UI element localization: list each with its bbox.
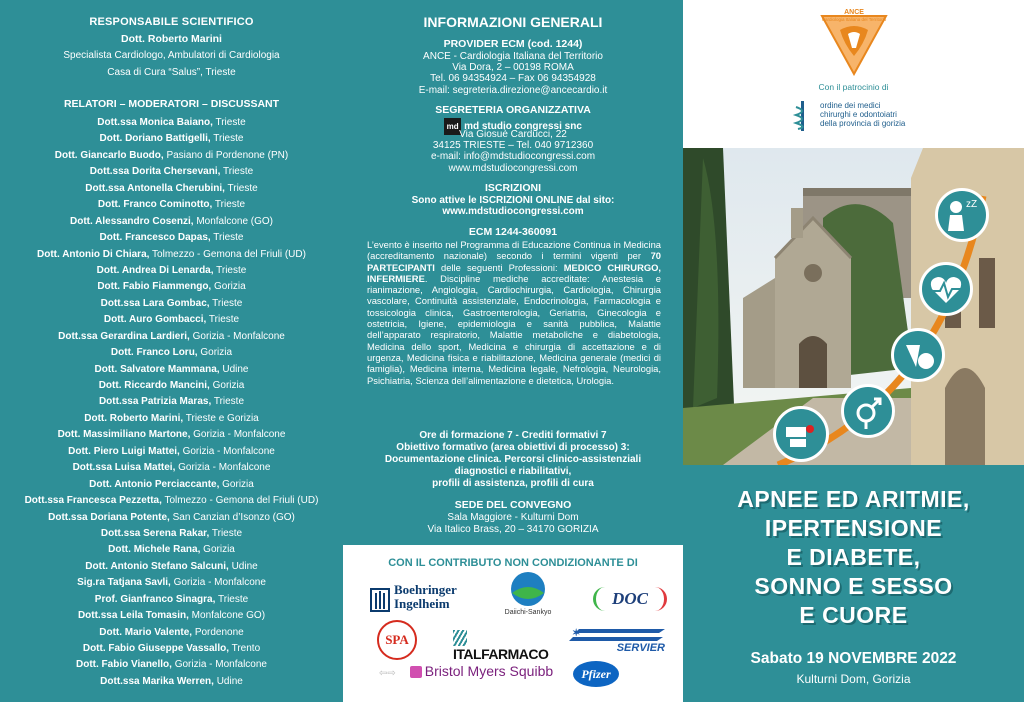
omceo-line: chirurghi e odontoiatri [820,110,897,119]
cover-header [683,0,1024,148]
ore-line: Documentazione clinica. Percorsi clinico-assistenziali [384,454,642,465]
speaker-item [0,460,343,476]
provider-line: Tel. 06 94354924 – Fax 06 94354928 [430,73,596,84]
ore-line: diagnostici e riabilitativi, [454,466,572,477]
ecm-intro-text: L’evento è inserito nel Programma di Educazione Continua in Medicina (accreditamento nazionale) secondo i termini vigenti per [367,239,661,262]
resp-line-1: Specialista Cardiologo, Ambulatori di Cardiologia [63,50,280,61]
speaker-name: Dott. Fabio Fiammengo, [97,281,212,293]
speaker-place: Gorizia [222,478,254,490]
speaker-name: Dott. Andrea Di Lenarda, [96,264,214,276]
speakers-panel [0,0,343,702]
md-logo: md [444,118,461,135]
speaker-name: Dott. Salvatore Mammana, [94,363,220,375]
speaker-name: Dott.ssa Serena Rakar, [100,527,210,539]
speaker-item [0,263,343,279]
iscrizioni-heading: ISCRIZIONI [484,182,541,194]
info-heading: INFORMAZIONI GENERALI [423,14,603,30]
speaker-place: Tolmezzo - Gemona del Friuli (UD) [152,248,306,260]
speaker-item [0,493,343,509]
relatori-heading: RELATORI – MODERATORI – DISCUSSANT [63,98,280,110]
speaker-item [0,329,343,345]
pfizer-logo: Pfizer [573,661,619,687]
segreteria-line: 34125 TRIESTE – Tel. 040 9712360 [432,140,594,151]
event-venue: Kulturni Dom, Gorizia [796,672,911,686]
speaker-item [0,345,343,361]
speaker-name: Dott. Michele Rana, [108,544,201,556]
ecm-intro-text-2: delle seguenti Professioni: [441,261,558,273]
resp-name: Dott. Roberto Marini [121,33,222,45]
event-date: Sabato 19 NOVEMBRE 2022 [750,650,957,667]
speaker-place: Trieste [208,314,240,326]
speaker-place: Udine [231,560,258,572]
ore-line: Obiettivo formativo (area obiettivi di processo) 3: [396,442,630,453]
speaker-place: Monfalcone GO) [191,610,266,622]
servier-logo [569,625,669,655]
omceo-line: della provincia di gorizia [820,119,906,128]
title-line: E CUORE [799,602,908,628]
bms-icon [410,666,422,678]
speaker-place: Gorizia [203,544,235,556]
speaker-name: Dott.ssa Patrizia Maras, [98,396,212,408]
speaker-name: Dott. Riccardo Mancini, [98,380,210,391]
speaker-place: Trieste [215,117,246,128]
provider-line: E-mail: segreteria.direzione@ancecardio.it [418,85,608,96]
segreteria-line: Via Giosuè Carducci, 22 [459,129,567,140]
speaker-item [0,510,343,526]
speaker-item [0,575,343,591]
ance-logo [818,8,890,76]
speaker-name: Dott.ssa Francesca Pezzetta, [24,495,162,507]
speaker-place: Trieste [216,264,247,276]
ore-line: Ore di formazione 7 - Crediti formativi 7 [419,430,607,441]
italfarmaco-logo [453,629,563,663]
speaker-item [0,394,343,410]
speaker-name: Dott.ssa Doriana Potente, [48,511,170,523]
speaker-name: Dott. Fabio Giuseppe Vassallo, [82,643,229,654]
speaker-place: Trieste [213,396,245,408]
ance-name: ANCE [844,9,864,16]
segreteria-line: e-mail: info@mdstudiocongressi.com [430,151,596,162]
speaker-place: Trieste [211,527,243,539]
boehringer-logo [369,581,469,615]
speaker-item [0,115,343,131]
speaker-place: Trieste e Gorizia [185,412,259,424]
speaker-name: Dott. Franco Cominotto, [97,199,213,211]
boehringer-name-2: Ingelheim [394,596,450,611]
speaker-item [0,608,343,624]
healthy-food-icon [891,328,945,382]
speaker-item [0,131,343,147]
servier-name: SERVIER [616,642,665,654]
ance-subtitle: Cardiologia Italiana del Territorio [821,17,887,22]
speaker-name: Dott.ssa Lara Gombac, [100,297,210,309]
speaker-item [0,592,343,608]
boehringer-name-1: Boehringer [394,582,457,597]
speaker-item [0,657,343,673]
speaker-place: Pasiano di Pordenone (PN) [166,149,289,161]
speaker-name: Sig.ra Tatjana Savli, [77,577,171,589]
omceo-text [820,101,905,128]
speaker-place: Trieste [218,593,249,605]
ecm-partecipanti: 70 PARTECIPANTI [367,250,661,273]
speaker-name: Dott. Franco Loru, [110,347,198,359]
speaker-name: Dott. Alessandro Cosenzi, [69,215,194,227]
title-line: APNEE ED ARITMIE, [737,486,970,512]
sede-line: Sala Maggiore - Kulturni Dom [447,512,579,523]
speaker-name: Dott. Doriano Battigelli, [99,133,211,145]
speaker-name: Dott.ssa Marika Werren, [100,675,214,687]
speaker-item [0,444,343,460]
title-line: SONNO E SESSO [754,573,953,599]
speaker-place: Gorizia - Monfalcone [192,330,285,342]
svg-text:zZ: zZ [966,199,978,210]
ecm-professioni: MEDICO CHIRURGO, INFERMIERE [367,261,662,284]
patrocinio-text: Con il patrocinio di [818,82,889,92]
speaker-item [0,312,343,328]
sponsor-heading: CON IL CONTRIBUTO NON CONDIZIONANTE DI [388,557,638,569]
provider-line: ANCE - Cardiologia Italiana del Territorio [423,51,603,62]
speaker-place: Trieste [213,232,244,244]
speaker-item [0,674,343,690]
speaker-item [0,296,343,312]
sede-heading: SEDE DEL CONVEGNO [454,499,572,511]
gender-icon [841,384,895,438]
speaker-item [0,214,343,230]
omceo-line: ordine dei medici [820,101,881,110]
cover-panel [683,0,1024,702]
speaker-place: Trieste [213,133,244,145]
italfarmaco-icon [453,630,467,646]
speaker-item [0,542,343,558]
speaker-item [0,362,343,378]
speaker-place: Udine [222,363,249,375]
spa-logo: SPA [377,620,417,660]
provider-heading: PROVIDER ECM (cod. 1244) [443,38,583,50]
speaker-name: Dott. Antonio Di Chiara, [37,248,150,260]
resp-line-2: Casa di Cura “Salus”, Trieste [107,67,236,78]
info-panel [343,0,683,702]
speaker-item [0,378,343,394]
speaker-place: San Canzian d’Isonzo (GO) [172,511,295,523]
speaker-place: Trieste [212,297,243,309]
ecm-heading: ECM 1244-360091 [468,226,558,238]
blood-glucose-icon [773,406,829,462]
speaker-place: Udine [216,675,243,687]
bms-name: Bristol Myers Squibb [424,663,554,679]
speaker-place: Gorizia [200,347,233,359]
doc-logo: DOC [593,587,667,611]
svg-text:✶: ✶ [572,628,581,639]
speaker-place: Gorizia - Monfalcone [173,577,266,589]
ecm-discipline: Discipline mediche accreditate: Anestesia e rianimazione, Angiologia, Cardiochirurgia, Cardiologia, Chirurgia vascolare, Continuità assistenziale, Endocrinologia, Farmacologia e tossicologia clinica, Gastroenterologia, Geriatria, Ginecologia e ostetricia, Igiene, epidemiologia e sanità pubblica, Malattie dell’apparato respiratorio, Malattie metaboliche e diabetologia, Medicina dello sport, Medicina e chirurgia di accettazione e di urgenza, Medicina fisica e riabilitazione, Medicina generale (medici di famiglia), Medicina interna, Medicina legale, Nefrologia, Neurologia, Psichiatria, Scienza dell’alimentazione e dietetica, Urologia. [367,272,661,386]
speaker-item [0,197,343,213]
speaker-place: Trieste [223,166,254,178]
speaker-place: Gorizia - Monfalcone [182,445,275,457]
speaker-item [0,279,343,295]
speaker-place: Gorizia - Monfalcone [178,462,271,474]
omceo-logo [790,99,918,133]
speaker-name: Dott.ssa Monica Baiano, [97,117,213,128]
speaker-name: Dott. Fabio Vianello, [76,659,172,671]
speaker-name: Dott. Antonio Perciaccante, [89,478,220,490]
segreteria-company: md studio congressi snc [464,121,582,133]
sponsor-box [343,545,683,702]
daiichi-logo [493,571,563,621]
speaker-place: Gorizia - Monfalcone [193,429,286,441]
speaker-place: Gorizia [212,380,245,391]
resp-heading: RESPONSABILE SCIENTIFICO [89,16,254,28]
speaker-item [0,411,343,427]
title-line: E DIABETE, [786,544,921,570]
sleep-icon [935,188,989,242]
speaker-item [0,148,343,164]
provider-line: Via Dora, 2 – 00198 ROMA [452,62,574,73]
speaker-name: Dott. Piero Luigi Mattei, [68,445,180,457]
speaker-name: Dott. Mario Valente, [99,626,193,638]
bms-logo [379,663,569,685]
daiichi-name: Daiichi-Sankyo [504,609,552,616]
church-photo [683,148,1024,465]
speaker-item [0,181,343,197]
speaker-name: Dott.ssa Dorita Chersevani, [89,166,221,178]
heart-rate-icon [919,262,973,316]
speaker-place: Monfalcone (GO) [196,215,274,227]
speaker-item [0,164,343,180]
segreteria-line: www.mdstudiocongressi.com [448,163,578,174]
speaker-item [0,427,343,443]
omceo-icon [790,99,816,133]
speaker-item [0,625,343,641]
speaker-place: Tolmezzo - Gemona del Friuli (UD) [164,495,319,507]
speaker-item [0,247,343,263]
title-line: IPERTENSIONE [764,515,943,541]
speaker-name: Dott. Massimiliano Martone, [57,429,191,441]
daiichi-icon [508,571,548,607]
bms-mark-icon: ⇦⇨ [379,668,396,679]
sede-line: Via Italico Brass, 20 – 34170 GORIZIA [427,524,599,535]
speaker-name: Dott.ssa Gerardina Lardieri, [58,330,190,342]
speaker-item [0,230,343,246]
speaker-place: Trento [231,643,261,654]
speaker-item [0,641,343,657]
speaker-name: Dott. Auro Gombacci, [103,314,207,326]
speaker-name: Dott. Antonio Stefano Salcuni, [85,560,229,572]
iscrizioni-line: Sono attive le ISCRIZIONI ONLINE dal sito: [411,195,615,206]
speaker-item [0,477,343,493]
ore-line: profili di assistenza, profili di cura [432,478,594,489]
speakers-list [0,115,343,690]
iscrizioni-link[interactable]: www.mdstudiocongressi.com [442,206,584,217]
speaker-place: Pordenone [194,626,244,638]
italfarmaco-name: ITALFARMACO [453,646,549,663]
speaker-name: Prof. Gianfranco Sinagra, [94,593,216,605]
segreteria-heading: SEGRETERIA ORGANIZZATIVA [435,104,591,116]
speaker-item [0,526,343,542]
ecm-intro: L’evento è inserito nel Programma di Educazione Continua in Medicina (accreditamento nazionale) secondo i termini vigenti per 70 PARTECIPANTI delle seguenti Professioni: MEDICO CHIRURGO, INFERMIERE. Discipline mediche accreditate: Anestesia e rianimazione, Angiologia, Cardiochirurgia, Cardiologia, Chirurgia vascolare, Continuità assistenziale, Endocrinologia, Farmacologia e tossicologia clinica, Gastroenterologia, Geriatria, Ginecologia e ostetricia, Igiene, epidemiologia e sanità pubblica, Malattie dell’apparato respiratorio, Malattie metaboliche e diabetologia, Medicina dello sport, Medicina e chirurgia di accettazione e di urgenza, Medicina fisica e riabilitazione, Medicina generale (medici di famiglia), Medicina interna, Medicina legale, Nefrologia, Neurologia, Psichiatria, Scienza dell’alimentazione e dietetica, Urologia. [367,239,662,386]
speaker-place: Trieste [214,199,246,211]
speaker-name: Dott.ssa Antonella Cherubini, [85,182,225,194]
speaker-place: Gorizia [213,281,246,293]
speaker-name: Dott.ssa Luisa Mattei, [72,462,176,474]
speaker-name: Dott. Roberto Marini, [84,412,184,424]
speaker-item [0,559,343,575]
speaker-name: Dott. Giancarlo Buodo, [54,149,164,161]
boehringer-icon [369,583,391,613]
speaker-place: Trieste [227,182,258,194]
speaker-name: Dott. Francesco Dapas, [99,232,211,244]
speaker-name: Dott.ssa Leila Tomasin, [77,610,189,622]
speaker-place: Gorizia - Monfalcone [174,659,267,671]
